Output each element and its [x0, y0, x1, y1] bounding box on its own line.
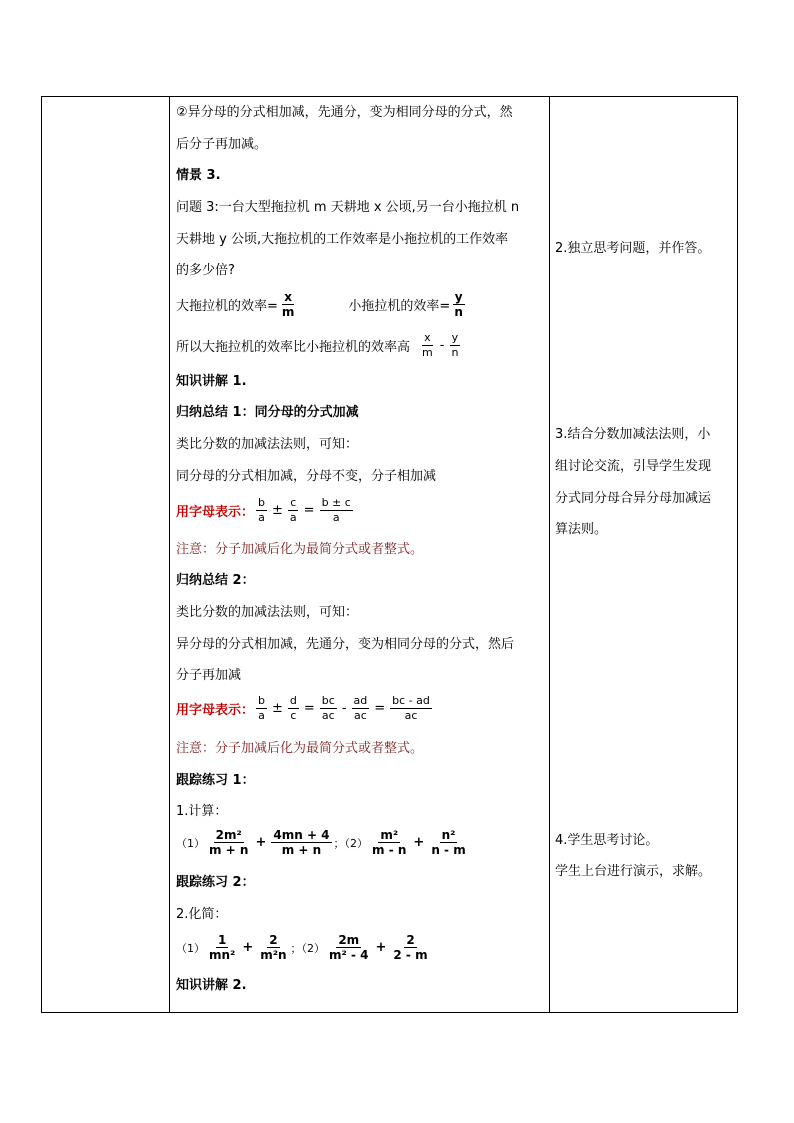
column-divider-left: [169, 97, 170, 1012]
formula-row-same-denominator: 用字母表示： $\frac{b}{a}$ ± $\frac{c}{a}$ = $\frac{b \pm c}{a}$: [176, 496, 351, 524]
column-divider-right: [549, 97, 550, 1012]
comparison-row: 所以大拖拉机的效率比小拖拉机的效率高 $\frac{x}{m}$ - $\frac{y}{n}$: [176, 331, 459, 359]
summary-heading: 归纳总结 1：同分母的分式加减: [176, 405, 359, 420]
activity-text: 学生上台进行演示，求解。: [555, 864, 712, 879]
activity-text: 2.独立思考问题，并作答。: [555, 241, 711, 256]
fraction-y-over-n: $\frac{y}{n}$: [454, 290, 463, 319]
fraction-y-over-n: $\frac{y}{n}$: [451, 331, 459, 359]
problem-line: 问题 3:一台大型拖拉机 m 天耕地 x 公顷,另一台小拖拉机 n: [176, 200, 520, 215]
small-efficiency-label: 小拖拉机的效率=: [348, 299, 451, 314]
activity-text: 3.结合分数加减法法则，小: [555, 427, 711, 442]
practice-heading: 跟踪练习 2：: [176, 875, 255, 890]
practice-1-expressions: （1） $\frac{\text{2m²}}{m + n}$ + $\frac{4mn + 4}{m + n}$ ；（2） $\frac{\text{m²}}{m - n}$ + $\frac{\text{n²}}{n - m}$: [176, 828, 466, 857]
note-text: 注意：分子加减后化为最简分式或者整式。: [176, 542, 424, 557]
activity-text: 分式同分母合异分母加减运: [555, 491, 712, 506]
activity-text: 4.学生思考讨论。: [555, 833, 659, 848]
text-line: 同分母的分式相加减，分母不变，分子相加减: [176, 469, 437, 484]
text-line: 2.化简：: [176, 907, 228, 922]
text-line: 后分子再加减。: [176, 137, 268, 152]
problem-line: 的多少倍?: [176, 263, 235, 278]
lesson-table: [41, 96, 738, 1013]
letters-label: 用字母表示：: [176, 505, 255, 520]
fraction-x-over-m: $\frac{x}{m}$: [281, 290, 295, 319]
text-line: ②异分母的分式相加减，先通分，变为相同分母的分式，然: [176, 105, 513, 120]
formula-row-different-denominator: 用字母表示： $\frac{b}{a}$ ± $\frac{d}{c}$ = $\frac{bc}{ac}$ - $\frac{ad}{ac}$ = $\frac{bc - ad}{ac}$: [176, 694, 430, 722]
efficiency-row: [176, 290, 467, 319]
problem-line: 天耕地 y 公顷,大拖拉机的工作效率是小拖拉机的工作效率: [176, 232, 509, 247]
section-heading: 知识讲解 1.: [176, 374, 247, 389]
section-heading: 知识讲解 2.: [176, 978, 247, 993]
practice-heading: 跟踪练习 1：: [176, 773, 255, 788]
activity-text: 算法则。: [555, 522, 608, 537]
practice-2-expressions: （1） $\frac{1}{\text{mn²}}$ + $\frac{2}{\text{m²n}}$ ；（2） $\frac{2m}{\text{m² - 4}}$ + $\frac{2}{2 - m}$: [176, 933, 428, 962]
comparison-label: 所以大拖拉机的效率比小拖拉机的效率高: [176, 340, 411, 355]
big-efficiency-label: 大拖拉机的效率=: [176, 299, 278, 314]
summary-heading: 归纳总结 2：: [176, 573, 255, 588]
scene-heading: 情景 3.: [176, 168, 221, 183]
text-line: 异分母的分式相加减，先通分，变为相同分母的分式，然后: [176, 637, 515, 652]
text-line: 分子再加减: [176, 668, 242, 683]
note-text: 注意：分子加减后化为最简分式或者整式。: [176, 741, 424, 756]
fraction-x-over-m: $\frac{x}{m}$: [422, 331, 433, 359]
letters-label: 用字母表示：: [176, 703, 255, 718]
text-line: 类比分数的加减法法则，可知：: [176, 605, 359, 620]
activity-text: 组讨论交流，引导学生发现: [555, 459, 712, 474]
text-line: 1.计算：: [176, 804, 228, 819]
text-line: 类比分数的加减法法则，可知：: [176, 437, 359, 452]
